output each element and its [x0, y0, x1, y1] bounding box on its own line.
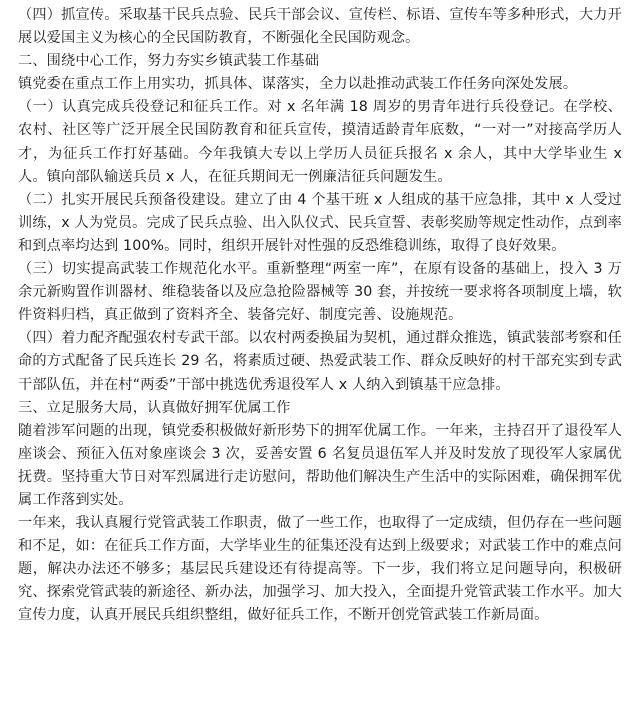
paragraph-summary: 一年来，我认真履行党管武装工作职责，做了一些工作，也取得了一定成绩，但仍存在一些问题和不足，如：在征兵工作方面，大学毕业生的征集还没有达到上级要求；对武装工作中的难点问题，解决办法还不够多；基层民兵建设还有待提高等。下一步，我们将立足问题导向，积极研究、探索党管武装的新途径、新办法，加强学习、加大投入，全面提升党管武装工作水平。加大宣传力度，认真开展民兵组织整组，做好征兵工作，不断开创党管武装工作新局面。	[18, 515, 622, 624]
section-heading-2: 二、围绕中心工作，努力夯实乡镇武装工作基础	[18, 53, 320, 70]
document-body	[18, 4, 622, 628]
paragraph-support-army: 随着涉军问题的出现，镇党委积极做好新形势下的拥军优属工作。一年来，主持召开了退役军人座谈会、预征入伍对象座谈会 3 次，妥善安置 6 名复员退伍军人并及时发放了现役军人家属优抚费。坚持重大节日对军烈属进行走访慰问，帮助他们解决生产生活中的实际困难，确保拥军优属工作落到实处。	[18, 422, 622, 508]
paragraph-conscription: （一）认真完成兵役登记和征兵工作。对 x 名年满 18 周岁的男青年进行兵役登记。在学校、农村、社区等广泛开展全民国防教育和征兵宣传，摸清适龄青年底数，“一对一”对接高学历人才，为征兵工作打好基础。今年我镇大专以上学历人员征兵报名 x 余人，其中大学毕业生 x 人。镇向部队输送兵员 x 人，在征兵期间无一例廉洁征兵问题发生。	[18, 99, 622, 185]
paragraph-section-2-intro: 镇党委在重点工作上用实功，抓具体、谋落实，全力以赴推动武装工作任务向深处发展。	[18, 76, 578, 93]
paragraph-propaganda: （四）抓宣传。采取基干民兵点验、民兵干部会议、宣传栏、标语、宣传车等多种形式，大力开展以爱国主义为核心的全民国防教育，不断强化全民国防观念。	[18, 7, 622, 47]
paragraph-standardization: （三）切实提高武装工作规范化水平。重新整理“两室一库”，在原有设备的基础上，投入 3 万余元新购置作训器材、维稳装备以及应急抢险器械等 30 套，并按统一要求将各项制度上墙，软件资料归档，真正做到了资料齐全、装备完好、制度完善、设施规范。	[18, 261, 622, 324]
section-heading-3: 三、立足服务大局，认真做好拥军优属工作	[18, 399, 291, 416]
paragraph-militia-reserve: （二）扎实开展民兵预备役建设。建立了由 4 个基干班 x 人组成的基干应急排，其中 x 人受过训练，x 人为党员。完成了民兵点验、出入队仪式、民兵宣誓、表彰奖励等规定性动作，点到率和到点率均达到 100%。同时，组织开展针对性强的反恐维稳训练，取得了良好效果。	[18, 191, 622, 254]
paragraph-cadres: （四）着力配齐配强农村专武干部。以农村两委换届为契机，通过群众推选，镇武装部考察和任命的方式配备了民兵连长 29 名，将素质过硬、热爱武装工作、群众反映好的村干部充实到专武干部队伍，并在村“两委”干部中挑选优秀退役军人 x 人纳入到镇基干应急排。	[18, 330, 622, 393]
